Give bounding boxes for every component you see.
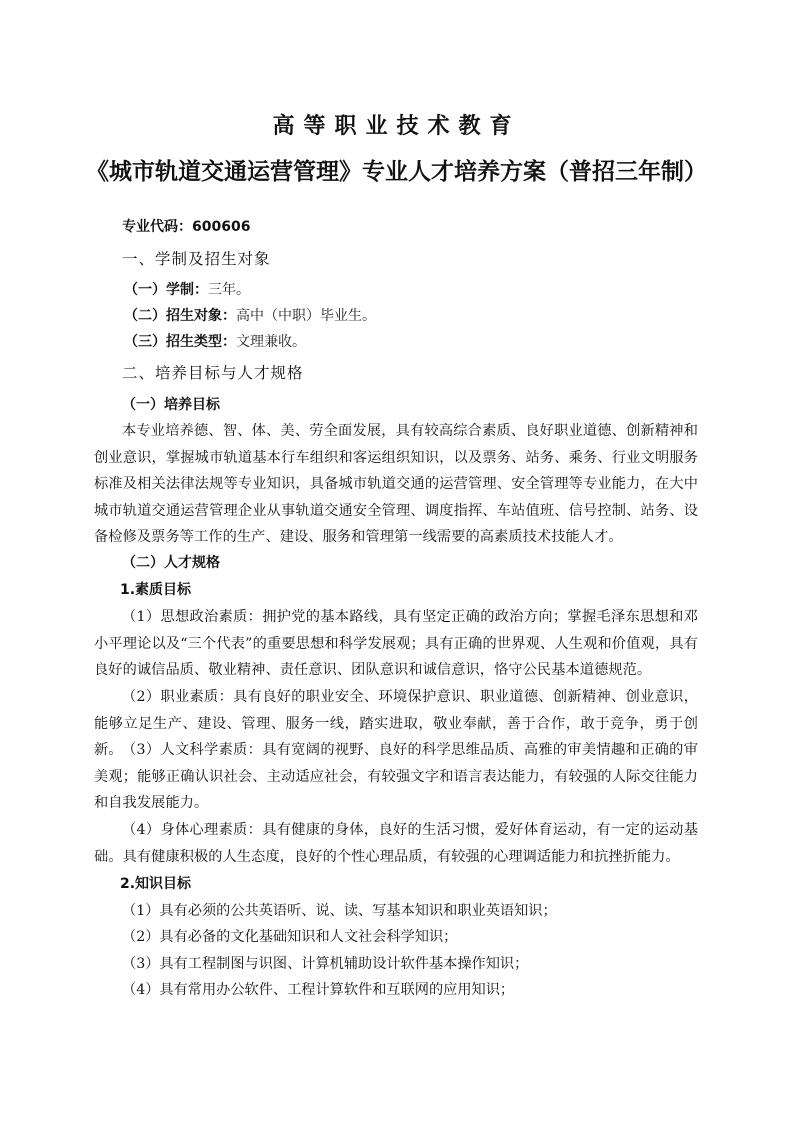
section2-heading: 二、培养目标与人才规格 <box>122 364 304 382</box>
knowledge-heading: 2.知识目标 <box>120 876 192 892</box>
item-value: 高中（中职）毕业生。 <box>236 308 376 324</box>
spec-heading: （二）人才规格 <box>122 555 220 571</box>
goal-paragraph: 本专业培养德、智、体、美、劳全面发展，具有较高综合素质、良好职业道德、创新精神和创业意识，掌握城市轨道基本行车组织和客运组织知识，以及票务、站务、乘务、行业文明服务标准及相关法律法规等专业知识，具备城市轨道交通的运营管理、安全管理等专业能力，在大中城市轨道交通运营管理企业从事轨道交通安全管理、调度指挥、车站值班、信号控制、站务、设备检修及票务等工作的生产、建设、服务和管理第一线需要的高素质技术技能人才。 <box>94 423 698 546</box>
section1-item-type <box>124 332 306 352</box>
document-title-line1: 高等职业技术教育 <box>272 114 521 139</box>
item-label: （三）招生类型： <box>124 334 236 350</box>
knowledge-item-3: （3）具有工程制图与识图、计算机辅助设计软件基本操作知识； <box>122 956 529 972</box>
quality-item-1: （1）思想政治素质：拥护党的基本路线，具有坚定正确的政治方向；掌握毛泽东思想和邓小平理论以及“三个代表”的重要思想和科学发展观；具有正确的世界观、人生观和价值观，具有良好的诚信品质、敬业精神、责任意识、团队意识和诚信意识，恪守公民基本道德规范。 <box>94 609 698 679</box>
section1-item-duration <box>124 280 250 300</box>
quality-item-2: （2）职业素质：具有良好的职业安全、环境保护意识、职业道德、创新精神、创业意识，能够立足生产、建设、管理、服务一线，踏实进取，敬业奉献，善于合作，敢于竞争，勇于创新。 <box>94 689 698 759</box>
quality-item-4: （4）身体心理素质：具有健康的身体，良好的生活习惯，爱好体育运动，有一定的运动基础。具有健康积极的人生态度，良好的个性心理品质，有较强的心理调适能力和抗挫折能力。 <box>94 822 698 865</box>
quality-item-3: （3）人文科学素质：具有宽阔的视野、良好的科学思维品质、高雅的审美情趣和正确的审美观；能够正确认识社会、主动适应社会，有较强文字和语言表达能力，有较强的人际交往能力和自我发展能力。 <box>94 742 698 812</box>
knowledge-item-2: （2）具有必备的文化基础知识和人文社会科学知识； <box>122 929 458 945</box>
quality-heading: 1.素质目标 <box>120 582 192 598</box>
section1-item-target <box>124 306 376 326</box>
knowledge-item-1: （1）具有必须的公共英语听、说、读、写基本知识和职业英语知识； <box>122 903 557 919</box>
item-value: 文理兼收。 <box>236 334 306 350</box>
item-label: （二）招生对象： <box>124 308 236 324</box>
section1-heading: 一、学制及招生对象 <box>122 250 271 268</box>
item-label: （一）学制： <box>124 282 208 298</box>
item-value: 三年。 <box>208 282 250 298</box>
goal-heading: （一）培养目标 <box>122 397 220 413</box>
major-code: 专业代码：600606 <box>122 219 251 235</box>
knowledge-item-4: （4）具有常用办公软件、工程计算软件和互联网的应用知识； <box>122 982 515 998</box>
document-title-line2: 《城市轨道交通运营管理》专业人才培养方案（普招三年制） <box>86 158 707 185</box>
